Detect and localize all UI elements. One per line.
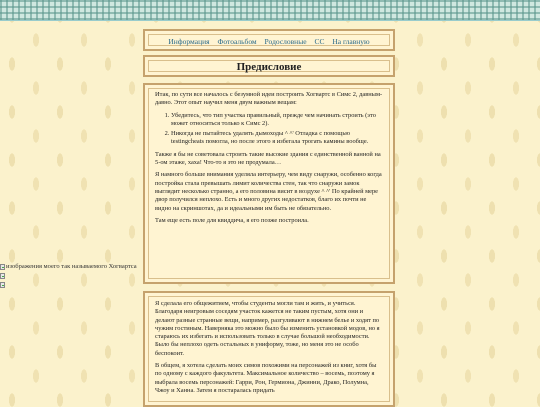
- lessons-list: [155, 112, 383, 147]
- dormitory-content: [143, 291, 395, 407]
- broken-image: [0, 273, 6, 279]
- broken-image-icon: [0, 282, 5, 288]
- broken-image: [0, 282, 6, 288]
- preface-content: [143, 83, 395, 284]
- top-navigation: [143, 29, 395, 51]
- paragraph: Итак, по сути все началось с безумной идеи построить Хогвартс в Симс 2, давным-давно. Этот опыт научил меня двум важным вещам:: [155, 91, 383, 107]
- page-title: Предисловие: [143, 55, 395, 77]
- image-alt-text: изображения моего так называемого Хогвартса: [6, 263, 137, 270]
- paragraph: Я сделала его общежитием, чтобы студенты могли там и жить, и учиться. Благодаря неигровым соседям участок кажется не таким пустым, хотя они и делают разные странные вещи, например, разгуливают в нижнем белье и ходят по чужим гостиным. Наверняка это можно было бы изменить установкой модов, но я стараюсь их избегать и использовать только в случае большой необходимости. Было бы неплохо одеть остальных в униформу, тоже, но меня это не особо беспокоит.: [155, 300, 380, 357]
- paragraph: Также я бы не советовала строить такие высокие здания с единственной ванной на 5-ом этаже, хаха! Что-то я это не продумала…: [155, 150, 381, 167]
- nav-link-home[interactable]: На главную: [332, 37, 370, 46]
- paragraph: Я намного больше внимания уделяла интерьеру, чем виду снаружи, особенно когда постройка стала превышать лимит количества стен, так что снаружи замок выглядит несколько странно, а его половина висит в воздухе ^ ^' По крайней мере двор получился неплохо. Есть и много других недостатков, благо их почти не видно на скриншотах, да и идеальными им быть не обязательно.: [155, 171, 382, 212]
- nav-link-info[interactable]: Информация: [168, 37, 210, 46]
- broken-image-hogwarts: [0, 263, 137, 270]
- broken-image-icon: [0, 273, 5, 279]
- list-item: 1. Убедитесь, что тип участка правильный, прежде чем начинать строить (это может относиться только к Симс 2).: [171, 112, 383, 129]
- plaid-header-strip: [0, 0, 540, 21]
- broken-image-icon: [0, 264, 5, 270]
- paragraph: В общем, я хотела сделать моих симов похожими на персонажей из книг, хотя бы по одному с каждого факультета. Максимальное количество – восемь, поэтому я выбрала восемь персонажей: Гарри, Рон, Гермиона, Джинни, Драко, Полумна, Чжоу и Ханна. Затем я постаралась придать: [155, 362, 377, 394]
- paragraph: Там еще есть поле для квиддича, я его позже построила.: [155, 216, 309, 224]
- list-item: 2. Никогда не пытайтесь удалять дымоходы ^ ^' Отладка с помощью testingcheats помогла, но после этого я избегала трогать камины вообще.: [171, 130, 383, 147]
- nav-link-photoalbum[interactable]: Фотоальбом: [217, 37, 257, 46]
- nav-link-family-trees[interactable]: Родословные: [264, 37, 307, 46]
- nav-link-cc[interactable]: СС: [314, 37, 325, 46]
